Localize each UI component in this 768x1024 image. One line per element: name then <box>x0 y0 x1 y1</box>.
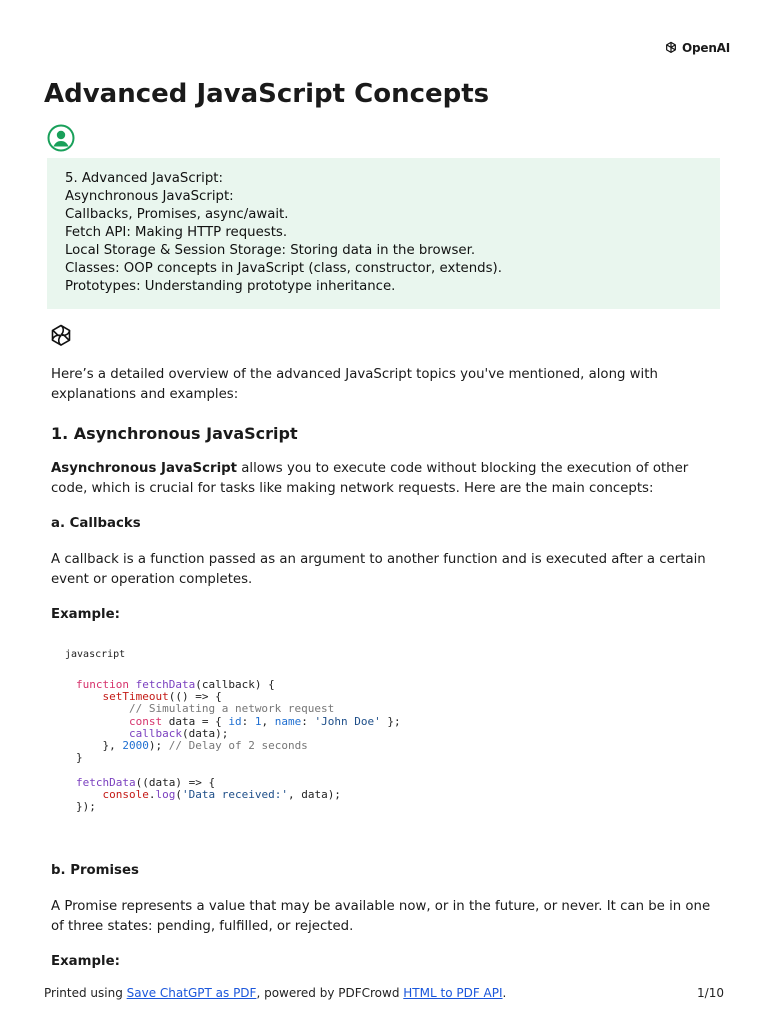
prompt-line: Fetch API: Making HTTP requests. <box>65 225 288 240</box>
code-token <box>129 678 136 691</box>
code-token: : <box>241 714 255 728</box>
example-label-2: Example: <box>51 954 120 970</box>
footer-suffix: . <box>502 986 507 1000</box>
example-label: Example: <box>51 607 120 622</box>
code-token: function <box>76 678 129 691</box>
code-token: }, <box>76 739 123 753</box>
code-token: // Simulating a network request <box>128 702 335 716</box>
subheading-promises: b. Promises <box>51 863 139 879</box>
code-token: ( <box>175 787 182 801</box>
page-number: 1/10 <box>697 986 724 1000</box>
prompt-line: 5. Advanced JavaScript: <box>65 171 223 186</box>
code-token: log <box>155 787 176 801</box>
prompt-line: Asynchronous JavaScript: <box>65 189 234 204</box>
code-token: ((data) => { <box>135 775 216 789</box>
prompt-line: Prototypes: Understanding prototype inheritance. <box>65 279 396 294</box>
code-token: . <box>148 787 156 801</box>
footer-prefix: Printed using <box>44 986 127 1000</box>
code-token: // Delay of 2 seconds <box>168 739 308 753</box>
code-token: 2000 <box>122 739 149 753</box>
html-to-pdf-link[interactable]: HTML to PDF API <box>403 986 503 1000</box>
footer-middle: , powered by PDFCrowd <box>256 986 404 1000</box>
code-token <box>76 690 103 703</box>
prompt-line: Classes: OOP concepts in JavaScript (class, constructor, extends). <box>65 261 502 276</box>
assistant-response <box>51 365 721 988</box>
code-line <box>76 752 721 764</box>
code-content <box>51 679 721 813</box>
code-token: const <box>128 714 163 728</box>
async-bold-term: Asynchronous JavaScript <box>51 461 238 476</box>
user-avatar-icon <box>47 124 75 152</box>
code-token: }); <box>76 800 96 814</box>
promises-paragraph: A Promise represents a value that may be available now, or in the future, or never. It can be in one of three states: pending, fulfilled, or rejected. <box>51 899 711 935</box>
code-token: 'Data received:' <box>181 787 288 801</box>
prompt-line: Local Storage & Session Storage: Storing data in the browser. <box>65 243 476 258</box>
page-title: Advanced JavaScript Concepts <box>44 79 490 109</box>
code-token: setTimeout <box>102 690 169 704</box>
prompt-line: Callbacks, Promises, async/await. <box>65 207 289 222</box>
code-token: callback <box>128 726 182 740</box>
code-language-label: javascript <box>65 649 126 660</box>
code-token: fetchData <box>76 775 136 789</box>
callbacks-paragraph: A callback is a function passed as an argument to another function and is executed after a certain event or operation completes. <box>51 552 706 587</box>
section-heading-async: 1. Asynchronous JavaScript <box>51 424 298 443</box>
code-token: }; <box>380 714 401 728</box>
code-token: , data); <box>287 787 341 801</box>
code-line <box>76 740 721 752</box>
code-token <box>76 727 129 740</box>
code-token: (data); <box>181 726 229 740</box>
code-block <box>51 637 721 813</box>
brand-name: OpenAI <box>682 41 731 55</box>
save-chatgpt-link[interactable]: Save ChatGPT as PDF <box>126 986 257 1000</box>
openai-logo-icon <box>663 40 679 56</box>
code-token: fetchData <box>135 678 196 691</box>
code-token: , <box>261 714 275 728</box>
footer <box>44 985 724 1001</box>
code-token <box>76 702 129 715</box>
code-token: 'John Doe' <box>314 714 381 728</box>
code-line <box>76 789 721 801</box>
subheading-callbacks: a. Callbacks <box>51 516 141 531</box>
code-token: 1 <box>254 714 262 728</box>
code-token: ); <box>148 739 169 753</box>
code-token: } <box>76 751 83 765</box>
code-token: name <box>274 714 302 728</box>
code-token: : <box>301 714 315 728</box>
intro-paragraph: Here’s a detailed overview of the advanced JavaScript topics you've mentioned, along with explanations and examples: <box>51 367 658 402</box>
code-token: data = { <box>162 714 229 728</box>
async-paragraph-text: allows you to execute code without blocking the execution of other code, which is crucial for tasks like making network requests. Here are the main concepts: <box>51 461 689 496</box>
brand-logo <box>663 40 730 56</box>
chatgpt-icon <box>47 322 75 350</box>
async-paragraph <box>51 459 721 499</box>
user-prompt <box>47 158 720 309</box>
code-token <box>76 788 103 801</box>
code-line <box>76 801 721 813</box>
code-token: (callback) { <box>195 678 275 691</box>
code-token: console <box>102 787 149 801</box>
code-token: (() => { <box>168 690 222 704</box>
code-token <box>76 715 129 728</box>
code-token: id <box>228 714 242 728</box>
